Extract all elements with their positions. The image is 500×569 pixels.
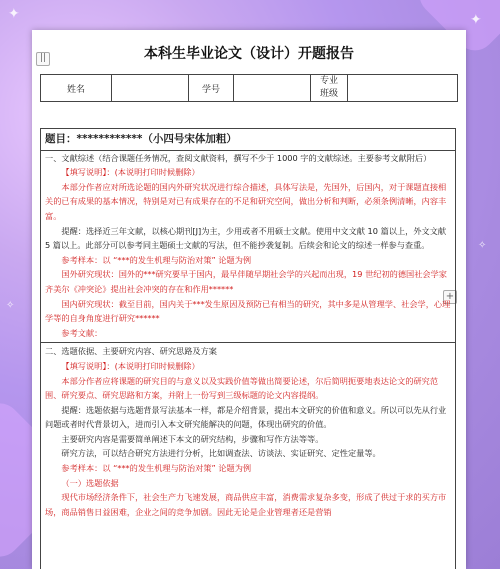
section1-heading: 一、文献综述（结合课题任务情况，查阅文献资料，撰写不少于 1000 字的文献综述。主要参考文献附后） [45,152,432,163]
section2-paragraph: 研究方法，可以结合研究方法进行分析，比如调查法、访谈法、实证研究、定性定量等。 [61,448,381,459]
sparkle-icon: ✦ [470,12,482,28]
section1-ref-sample: 参考样本：以 “***的发生机理与防治对策” 论题为例 [61,254,252,265]
section2-heading: 二、选题依据、主要研究内容、研究思路及方案 [45,346,217,357]
section2-note: 【填写说明】：(本说明打印时候删除） [61,360,200,371]
section1-paragraph: 国外研究现状：国外的***研究要早于国内，最早伴随早期社会学的兴起而出现，19 世纪初的德国社会学家齐美尔《冲突论》提出社会冲突的存在和作用****** [45,269,447,294]
section1-paragraph: 国内研究现状：截至目前，国内关于***发生原因及预防已有相当的研究，其中多是从管理学、社会学，心理学等的自身角度进行研究****** [45,298,451,324]
page-title: 本科生毕业论文（设计）开题报告 [144,46,354,62]
subsection-heading: （一）选题依据 [61,477,119,488]
section2-paragraph: 本部分作者应将课题的研究目的与意义以及实践价值等做出简要论述，尔后简明扼要地表达论文的研究范围、研究要点、研究思路和方案，并附上一份写到三级标题的论文内容提纲。 [45,375,439,401]
section2-paragraph: 主要研究内容是需要简单阐述下本文的研究结构，步骤和写作方法等等。 [61,433,324,444]
student-id-label: 学号 [189,75,234,102]
info-table [40,74,458,102]
student-id-field[interactable] [234,75,311,102]
major-class-field[interactable] [348,75,458,102]
section1-paragraph: 本部分作者应对所选论题的国内外研究状况进行综合描述，具体写法是，先国外，后国内，对于课题直接相关的已有成果的基本情况，特别是对已有成果存在的不足和研究空间，做出分析和判断，必须条例清晰，内容丰富。 [45,181,447,221]
document-page [32,30,466,569]
section-divider [41,342,455,343]
name-field[interactable] [112,75,189,102]
major-class-label [311,75,348,102]
sparkle-icon: ✧ [478,240,487,251]
section2-ref-sample: 参考样本：以 “***的发生机理与防治对策” 论题为例 [61,463,252,474]
sparkle-icon: ✧ [6,300,15,311]
class-label: 班级 [319,89,338,99]
sparkle-icon: ✦ [8,6,20,22]
references-label: 参考文献： [61,327,103,338]
name-label: 姓名 [41,75,112,102]
topic-line[interactable]: 题目：************（小四号宋体加粗） [41,132,455,151]
section2-paragraph: 提醒：选题依据与选题背景写法基本一样，都是介绍背景，提出本文研究的价值和意义。所以可以先从行业问题或者时代背景切入，进而引入本文研究能解决的问题，体现出研究的价值。 [45,404,447,430]
add-row-icon[interactable]: + [443,290,457,304]
report-body [40,128,456,569]
drag-handle-icon[interactable]: || [36,52,50,66]
section1-paragraph: 提醒：选择近三年文献，以核心期刊[J]为主，少用或者不用硕士文献。使用中文文献 10 篇以上，外文文献 5 篇以上。此部分可以参考同主题硕士文献的写法，但不能抄袭复制。后续会和论文的综述一样参与查重。 [45,225,447,251]
section1-note: 【填写说明】：(本说明打印时候删除） [61,167,200,178]
section2-paragraph: 现代市场经济条件下，社会生产力飞速发展，商品供应丰富，消费需求复杂多变，形成了供过于求的买方市场，商品销售日益困难，企业之间的竞争加剧。因此无论是企业管理者还是营销 [45,492,447,517]
major-label: 专业 [319,76,338,86]
